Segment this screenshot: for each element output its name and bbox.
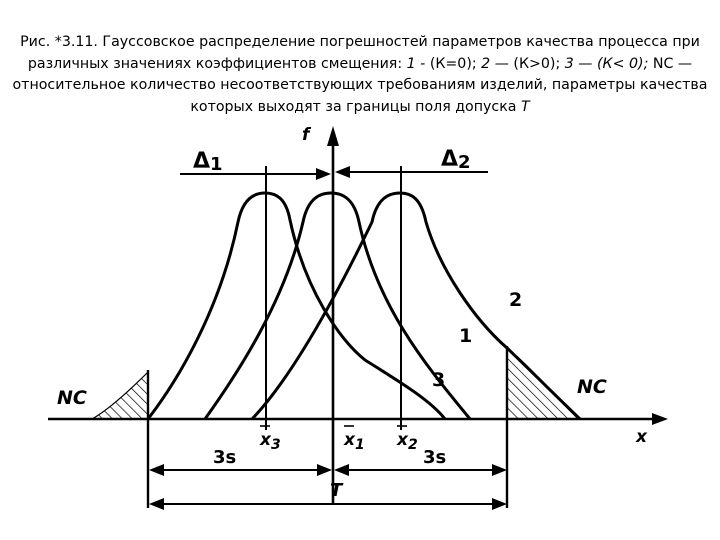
f-axis-arrowhead xyxy=(327,126,339,146)
tolerance-arrowhead-right xyxy=(492,498,507,510)
x-axis-arrowhead xyxy=(652,413,668,425)
nc-right-label: NC xyxy=(577,376,607,398)
right-3s-arrowhead-left xyxy=(334,464,349,476)
curve-2-label: 2 xyxy=(509,289,523,311)
curve-1-distribution xyxy=(205,193,473,419)
x2-mean-label: $x_2$ xyxy=(397,430,418,453)
caption-nc-definition: NC — относительное количество несоответствующих требованиям изделий, параметры качества которых выходят за границы поля допуска xyxy=(12,55,708,115)
nc-left-label: NC xyxy=(57,387,87,409)
right-3s-arrowhead-right xyxy=(492,464,507,476)
delta1-label: Δ1 xyxy=(193,149,223,175)
curve-3-label: 3 xyxy=(432,369,446,391)
left-3s-arrowhead-left xyxy=(149,464,164,476)
caption-curve2-value-a: (К xyxy=(513,55,530,72)
x-axis-label: x xyxy=(636,427,647,447)
tolerance-arrowhead-left xyxy=(149,498,164,510)
nc-left-hatched-region xyxy=(92,372,148,419)
caption-curve3: 3 — (К< 0); xyxy=(564,55,649,72)
caption-curve2-value-b: >0); xyxy=(529,55,565,72)
x1-mean-label: $x_1$ xyxy=(344,430,365,453)
caption-curve1-value: (К=0); xyxy=(429,55,482,72)
tolerance-label: T xyxy=(330,480,343,501)
left-3s-arrowhead-right xyxy=(317,464,332,476)
left-3s-label: 3s xyxy=(213,447,237,468)
right-3s-label: 3s xyxy=(423,447,447,468)
delta2-arrowhead xyxy=(335,166,350,178)
caption-curve1-number: 1 - xyxy=(406,55,430,72)
delta1-arrowhead xyxy=(316,168,331,180)
caption-prefix: Рис. *3.11. Гауссовское распределение погрешностей параметров качества процесса при различных значениях коэффициентов смещения: xyxy=(20,34,700,72)
curve-1-label: 1 xyxy=(459,325,473,347)
caption-curve2-number: 2 — xyxy=(481,55,514,72)
x3-mean-label: $x_3$ xyxy=(260,430,281,453)
caption-tolerance-symbol: Т xyxy=(520,98,530,115)
delta2-label: Δ2 xyxy=(441,147,471,173)
f-axis-label: f xyxy=(302,125,310,145)
